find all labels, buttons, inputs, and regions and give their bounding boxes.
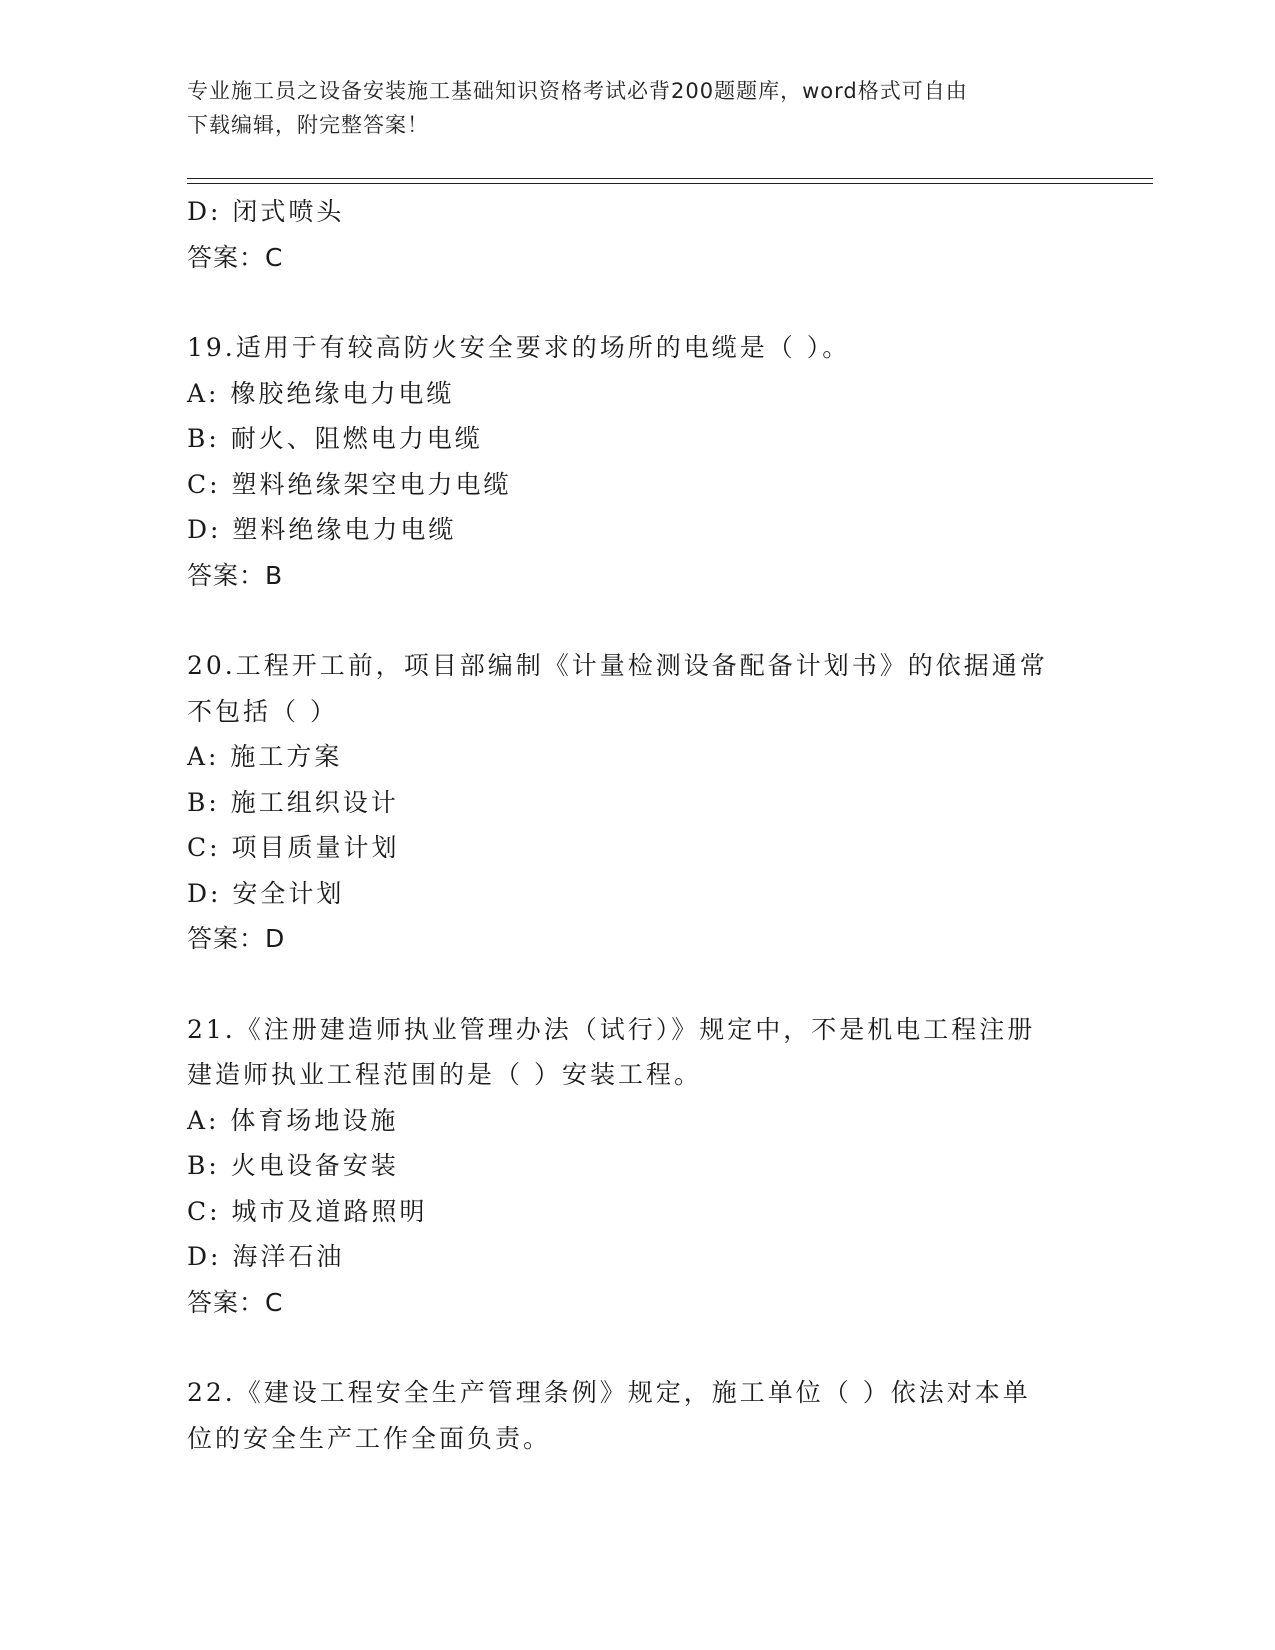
option-b: B: 火电设备安装 <box>187 1151 399 1180</box>
document-header <box>187 74 1067 142</box>
option-a: A: 体育场地设施 <box>187 1105 399 1135</box>
question-text: 20.工程开工前，项目部编制《计量检测设备配备计划书》的依据通常 <box>187 651 1048 680</box>
answer-line: 答案：C <box>187 1287 284 1317</box>
spacer <box>187 280 1087 325</box>
question-20 <box>187 643 1087 962</box>
spacer <box>187 1325 1087 1370</box>
option-a: A: 橡胶绝缘电力电缆 <box>187 378 455 408</box>
answer-line: 答案：D <box>187 924 286 953</box>
spacer <box>187 962 1087 1007</box>
question-text-cont: 建造师执业工程范围的是（ ）安装工程。 <box>187 1060 702 1089</box>
question-text: 19.适用于有较高防火安全要求的场所的电缆是（ ）。 <box>187 333 851 362</box>
question-text-cont: 不包括（ ） <box>187 696 338 726</box>
answer-line: 答案：C <box>187 242 284 272</box>
question-text-cont: 位的安全生产工作全面负责。 <box>187 1423 552 1453</box>
option-c: C: 城市及道路照明 <box>187 1196 428 1226</box>
option-d: D: 安全计划 <box>187 878 345 908</box>
header-rule-top <box>187 178 1153 179</box>
option-c: C: 塑料绝缘架空电力电缆 <box>187 469 512 499</box>
option-d: D: 闭式喷头 <box>187 197 345 226</box>
question-19 <box>187 325 1087 598</box>
question-22 <box>187 1370 1087 1461</box>
spacer <box>187 598 1087 643</box>
option-b: B: 施工组织设计 <box>187 787 399 817</box>
option-d: D: 海洋石油 <box>187 1242 345 1271</box>
previous-question-tail <box>187 189 1087 280</box>
question-21 <box>187 1007 1087 1326</box>
header-line-2: 下载编辑，附完整答案！ <box>187 113 429 137</box>
option-a: A: 施工方案 <box>187 742 343 771</box>
option-c: C: 项目质量计划 <box>187 833 400 862</box>
header-line-1: 专业施工员之设备安装施工基础知识资格考试必背200题题库，word格式可自由 <box>187 79 968 103</box>
answer-line: 答案：B <box>187 560 284 590</box>
option-b: B: 耐火、阻燃电力电缆 <box>187 424 483 453</box>
question-text: 21.《注册建造师执业管理办法（试行）》规定中，不是机电工程注册 <box>187 1014 1036 1044</box>
header-rule-bottom <box>187 183 1153 184</box>
option-d: D: 塑料绝缘电力电缆 <box>187 515 457 544</box>
question-list <box>187 189 1087 1461</box>
question-text: 22.《建设工程安全生产管理条例》规定，施工单位（ ）依法对本单 <box>187 1378 1031 1407</box>
